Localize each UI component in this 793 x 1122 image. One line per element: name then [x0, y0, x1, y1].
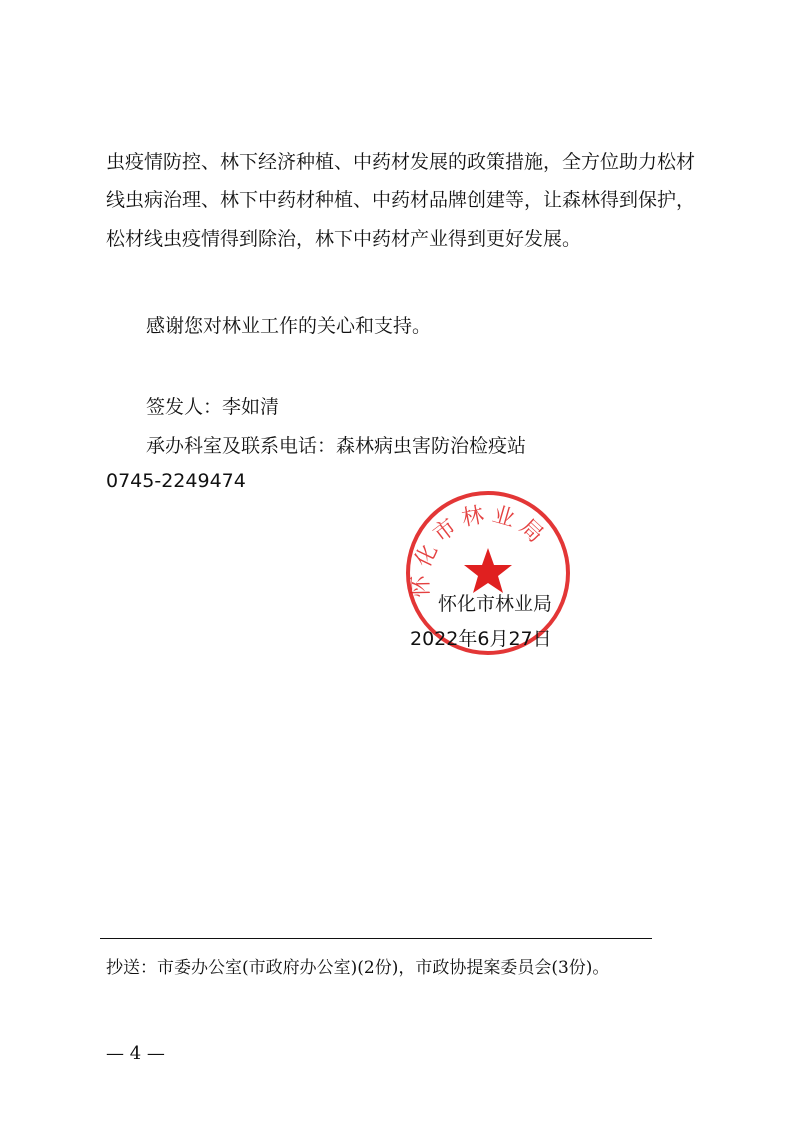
seal-star-icon — [464, 548, 512, 593]
contact-phone: 0745-2249474 — [106, 470, 246, 492]
contact-line: 承办科室及联系电话：森林病虫害防治检疫站 — [146, 435, 527, 457]
body-paragraph: 虫疫情防控、林下经济种植、中药材发展的政策措施，全方位助力松材线虫病治理、林下中药材种植、中药材品牌创建等，让森林得到保护，松材线虫疫情得到除治，林下中药材产业得到更好发展。 — [106, 151, 696, 250]
signer-line: 签发人：李如清 — [146, 396, 280, 418]
issue-date: 2022年6月27日 — [410, 628, 552, 650]
page-number: — 4 — — [106, 1043, 165, 1064]
seal-text: 怀化市林业局 — [408, 501, 553, 598]
footer-divider — [100, 938, 652, 939]
issuing-organization: 怀化市林业局 — [438, 593, 553, 615]
cc-line: 抄送：市委办公室(市政府办公室)(2份)，市政协提案委员会(3份)。 — [106, 958, 610, 978]
thanks-paragraph: 感谢您对林业工作的关心和支持。 — [146, 315, 432, 337]
